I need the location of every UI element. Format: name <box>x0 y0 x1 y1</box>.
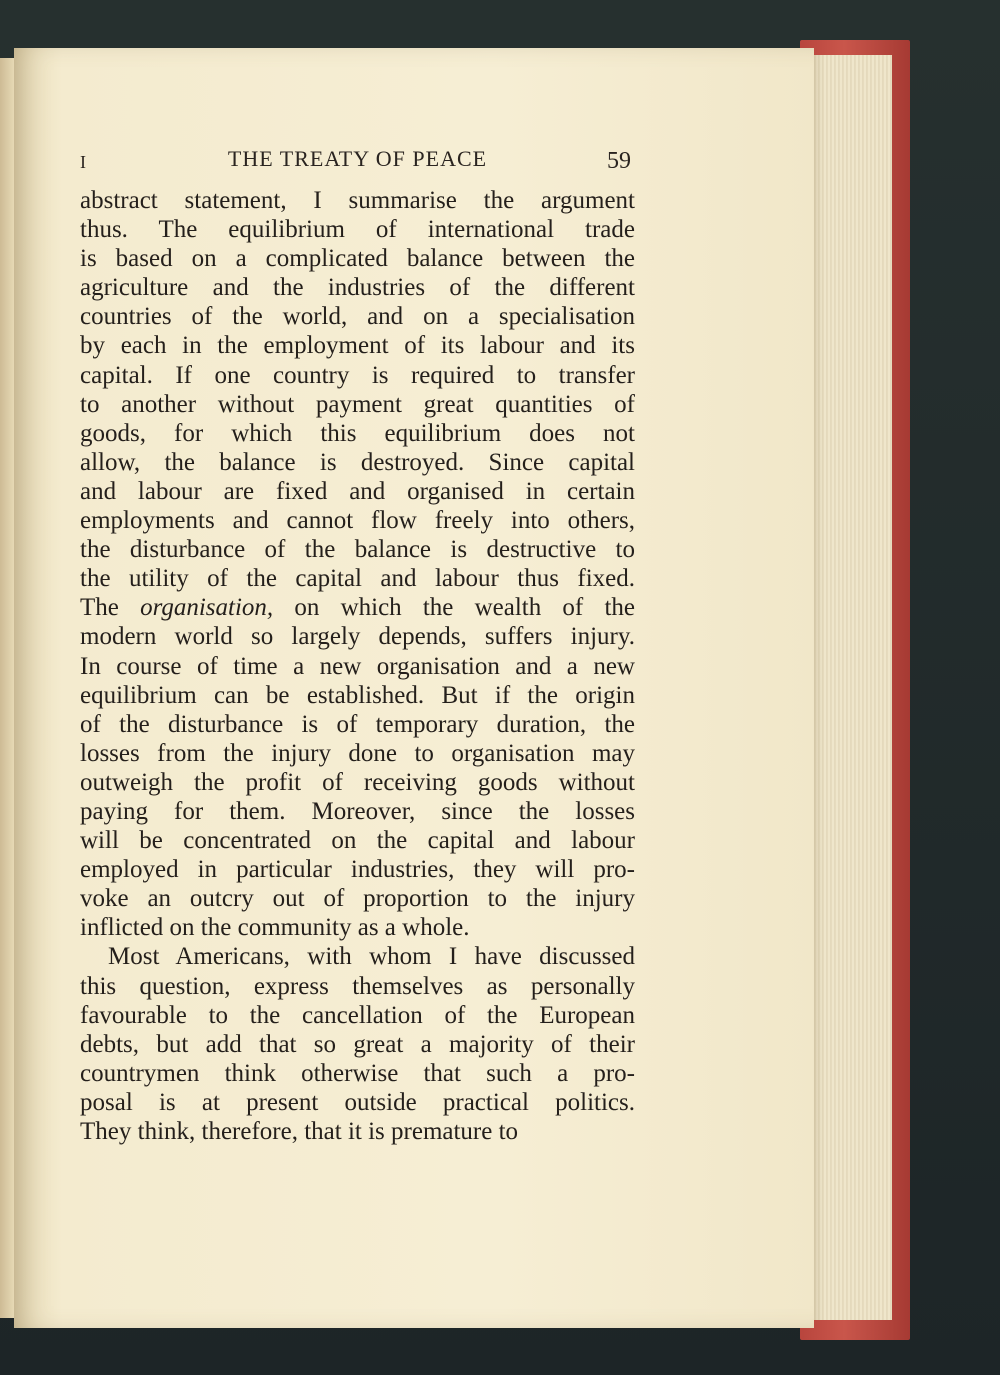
text-line: favourable to the cancellation of the European <box>80 1001 635 1029</box>
text-line: is based on a complicated balance between the <box>80 245 635 273</box>
text-line: employments and cannot flow freely into others, <box>80 507 635 535</box>
text-line: countries of the world, and on a specialisation <box>80 303 635 331</box>
text-line: outweigh the profit of receiving goods without <box>80 768 635 796</box>
text-line: They think, therefore, that it is premature to <box>80 1118 519 1145</box>
text-line: capital. If one country is required to transfer <box>80 361 635 389</box>
text-line: by each in the employment of its labour and its <box>80 332 635 360</box>
running-header <box>80 146 635 176</box>
text-line: paying for them. Moreover, since the losses <box>80 797 635 825</box>
text-line: the disturbance of the balance is destructive to <box>80 536 635 564</box>
page-number: 59 <box>607 148 631 174</box>
text-line: posal is at present outside practical politics. <box>80 1088 635 1116</box>
text-line: goods, for which this equilibrium does not <box>80 419 635 447</box>
paragraph <box>80 186 635 942</box>
text-line: will be concentrated on the capital and labour <box>80 827 635 855</box>
text-line: thus. The equilibrium of international trade <box>80 216 635 244</box>
text-line: countrymen think otherwise that such a pro- <box>80 1059 635 1087</box>
text-line: employed in particular industries, they will pro- <box>80 856 635 884</box>
text-line: the utility of the capital and labour thus fixed. <box>80 565 635 593</box>
text-line: agriculture and the industries of the different <box>80 274 635 302</box>
text-line: abstract statement, I summarise the argument <box>80 187 635 214</box>
text-line: and labour are fixed and organised in certain <box>80 477 635 505</box>
text-line: to another without payment great quantities of <box>80 390 635 418</box>
text-line: In course of time a new organisation and a new <box>80 652 635 680</box>
text-line: Most Americans, with whom I have discussed <box>108 943 635 971</box>
paragraph <box>80 942 635 1146</box>
text-line: this question, express themselves as personally <box>80 972 635 1000</box>
running-title: THE TREATY OF PEACE <box>227 146 488 171</box>
text-line: inflicted on the community as a whole. <box>80 914 470 942</box>
text-line: of the disturbance is of temporary duration, the <box>80 710 635 738</box>
text-line: equilibrium can be established. But if the origin <box>80 681 635 709</box>
text-line: modern world so largely depends, suffers injury. <box>80 623 635 651</box>
body-text <box>80 186 635 1146</box>
chapter-number: I <box>80 152 86 172</box>
text-line: allow, the balance is destroyed. Since capital <box>80 448 635 476</box>
text-line: losses from the injury done to organisation may <box>80 739 635 767</box>
text-line: The organisation, on which the wealth of the <box>80 594 635 622</box>
text-line: debts, but add that so great a majority of their <box>80 1030 635 1058</box>
italic-word: organisation, <box>140 594 274 622</box>
text-line: voke an outcry out of proportion to the injury <box>80 885 635 913</box>
